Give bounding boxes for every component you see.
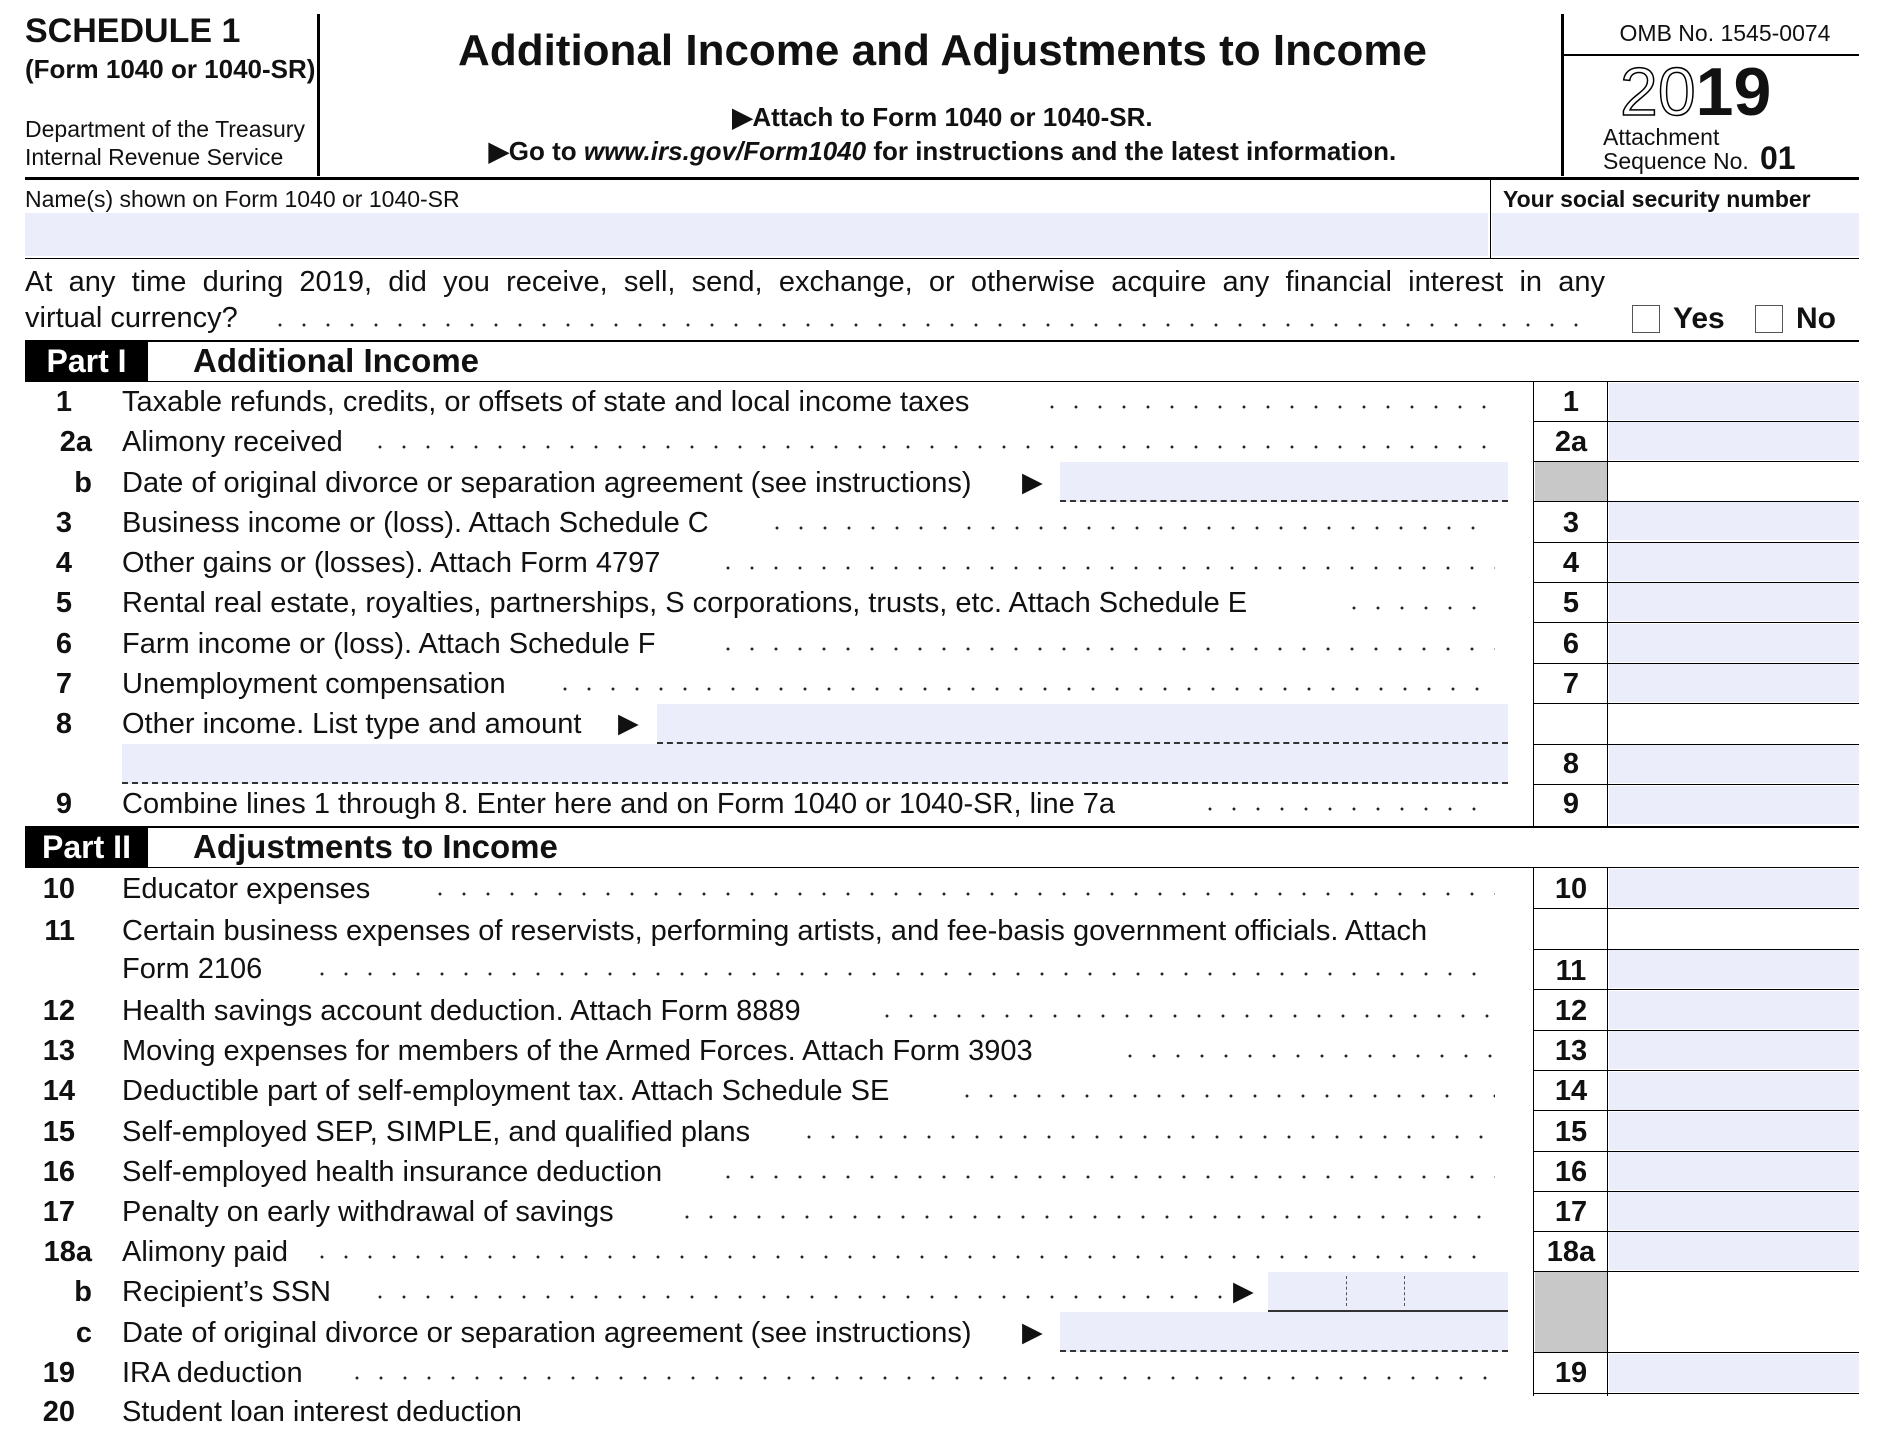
dot-leader — [1040, 404, 1495, 410]
attach-instruction — [330, 102, 1555, 133]
name-row-rule — [25, 258, 1859, 259]
ssn-separator — [1404, 1276, 1405, 1306]
dot-leader — [1198, 806, 1495, 812]
row-rule — [1533, 542, 1859, 543]
box-label: 13 — [1554, 1035, 1588, 1067]
row-rule — [1533, 703, 1859, 704]
box-label: 5 — [1562, 587, 1580, 619]
line-5-amount-input[interactable] — [1609, 583, 1859, 621]
no-label: No — [1796, 302, 1836, 335]
row-rule — [1533, 1231, 1859, 1232]
line-text: Health savings account deduction. Attach Form 8889 — [122, 995, 801, 1027]
department-line-1: Department of the Treasury — [25, 116, 305, 142]
line-number: 13 — [42, 1035, 75, 1067]
line-18a-amount-input[interactable] — [1609, 1232, 1859, 1270]
line-9-amount-input[interactable] — [1609, 786, 1859, 824]
dot-leader — [553, 686, 1495, 692]
line-text: Certain business expenses of reservists, performing artists, and fee-basis government officials. Attach — [122, 915, 1428, 947]
box-label: 4 — [1562, 547, 1580, 579]
line-text: Alimony paid — [122, 1236, 289, 1268]
box-label: 3 — [1562, 507, 1580, 539]
row-rule — [1533, 501, 1859, 502]
box-label: 9 — [1562, 788, 1580, 820]
line-text: Combine lines 1 through 8. Enter here and on Form 1040 or 1040-SR, line 7a — [122, 788, 1116, 820]
line-text: Other income. List type and amount — [122, 708, 582, 740]
row-rule — [1533, 989, 1859, 990]
part-1-title: Additional Income — [193, 342, 480, 379]
line-11-amount-input[interactable] — [1609, 950, 1859, 988]
row-rule — [1533, 421, 1859, 422]
irs-link[interactable]: www.irs.gov/Form1040 — [583, 136, 867, 166]
part-1-badge: Part I — [25, 341, 148, 381]
line-12-amount-input[interactable] — [1609, 991, 1859, 1029]
line-number: 12 — [42, 995, 75, 1027]
line-19-amount-input[interactable] — [1609, 1354, 1859, 1392]
line-text-continued: Form 2106 — [122, 953, 263, 985]
box-label: 11 — [1555, 955, 1587, 987]
line-16-amount-input[interactable] — [1609, 1152, 1859, 1190]
dot-leader — [875, 1013, 1495, 1019]
line-number: 1 — [55, 386, 72, 418]
dot-leader — [716, 1174, 1495, 1180]
ssn-separator — [1346, 1276, 1347, 1306]
dot-leader — [345, 1375, 1495, 1381]
line-text: Self-employed SEP, SIMPLE, and qualified plans — [122, 1116, 751, 1148]
row-rule — [1533, 1271, 1859, 1272]
row-rule — [1533, 1393, 1859, 1394]
dot-leader — [428, 891, 1495, 897]
arrow-right-icon: ▶ — [488, 136, 509, 166]
box-label: 6 — [1562, 628, 1580, 660]
row-rule — [1533, 949, 1859, 950]
line-2a-amount-input[interactable] — [1609, 422, 1859, 460]
row-rule — [1533, 1070, 1859, 1071]
line-number: 14 — [42, 1075, 75, 1107]
dot-leader — [1342, 605, 1495, 611]
line-number: 7 — [55, 668, 72, 700]
omb-number: OMB No. 1545-0074 — [1619, 20, 1831, 46]
line-13-amount-input[interactable] — [1609, 1031, 1859, 1069]
line-text: Business income or (loss). Attach Schedule C — [122, 507, 709, 539]
line-text: IRA deduction — [122, 1357, 303, 1389]
row-rule — [1533, 622, 1859, 623]
line-number: 6 — [55, 628, 72, 660]
sequence-number: 01 — [1760, 140, 1796, 176]
other-income-type-input-line2[interactable] — [122, 744, 1508, 784]
line-number: 5 — [55, 587, 72, 619]
recipient-ssn-input[interactable] — [1268, 1272, 1508, 1312]
line-text: Student loan interest deduction — [122, 1396, 522, 1428]
box-label: 14 — [1554, 1075, 1588, 1107]
line-number: 20 — [42, 1396, 75, 1428]
line-text: Date of original divorce or separation agreement (see instructions) — [122, 1317, 972, 1349]
line-text: Deductible part of self-employment tax. Attach Schedule SE — [122, 1075, 890, 1107]
line-text: Penalty on early withdrawal of savings — [122, 1196, 614, 1228]
line-number: 17 — [42, 1196, 75, 1228]
line-number: 10 — [42, 873, 75, 905]
line-number: c — [75, 1317, 92, 1349]
part-2-title: Adjustments to Income — [193, 828, 558, 865]
line-text: Other gains or (losses). Attach Form 4797 — [122, 547, 661, 579]
row-rule — [1533, 784, 1859, 785]
line-7-amount-input[interactable] — [1609, 664, 1859, 702]
row-rule — [1533, 1191, 1859, 1192]
line-text: Self-employed health insurance deduction — [122, 1156, 663, 1188]
line-17-amount-input[interactable] — [1609, 1192, 1859, 1230]
row-rule — [1533, 582, 1859, 583]
line-number: 19 — [42, 1357, 75, 1389]
dot-leader — [716, 646, 1495, 652]
line-number: 11 — [44, 915, 75, 947]
arrow-right-icon: ▶ — [732, 102, 753, 132]
sequence-label: Sequence No. — [1603, 148, 1749, 174]
box-column-left-rule — [1533, 381, 1534, 826]
dot-leader — [368, 1294, 1228, 1300]
attach-text: Attach to Form 1040 or 1040-SR. — [752, 102, 1153, 132]
line-6-amount-input[interactable] — [1609, 624, 1859, 662]
row-rule — [1533, 663, 1859, 664]
form-title: Additional Income and Adjustments to Income — [458, 26, 1427, 75]
dot-leader — [675, 1214, 1495, 1220]
line-number: 16 — [42, 1156, 75, 1188]
yes-checkbox[interactable] — [1632, 305, 1660, 333]
box-label: 8 — [1562, 748, 1580, 780]
attachment-label: Attachment — [1603, 124, 1720, 150]
dot-leader — [310, 971, 1495, 977]
name-label: Name(s) shown on Form 1040 or 1040-SR — [25, 186, 460, 212]
line-number: 18a — [43, 1236, 92, 1268]
virtual-currency-question: At any time during 2019, did you receive, sell, send, exchange, or otherwise acquire any financial interest in any — [25, 266, 1605, 298]
header-divider-left — [317, 14, 320, 176]
dot-leader — [955, 1093, 1495, 1099]
line-15-amount-input[interactable] — [1609, 1112, 1859, 1150]
line-text: Unemployment compensation — [122, 668, 506, 700]
line-4-amount-input[interactable] — [1609, 543, 1859, 581]
row-rule — [1533, 1110, 1859, 1111]
yes-label: Yes — [1673, 302, 1725, 335]
row-rule — [1533, 908, 1859, 909]
part-1-rule — [25, 381, 1859, 382]
arrow-right-icon: ▶ — [1022, 1317, 1043, 1347]
divorce-date-input[interactable] — [1060, 462, 1508, 502]
goto-suffix: for instructions and the latest information. — [866, 136, 1397, 166]
shaded-box — [1535, 462, 1607, 502]
tax-year — [1620, 56, 1771, 128]
line-number: b — [74, 467, 92, 499]
dot-leader — [368, 444, 1495, 450]
box-column-right-rule — [1607, 867, 1608, 1396]
goto-prefix: Go to — [508, 136, 584, 166]
goto-instruction — [330, 136, 1555, 167]
dot-leader — [765, 525, 1495, 531]
line-text: Date of original divorce or separation agreement (see instructions) — [122, 467, 972, 499]
box-label: 17 — [1554, 1196, 1588, 1228]
form-reference: (Form 1040 or 1040-SR) — [25, 54, 316, 84]
dot-leader — [1118, 1053, 1495, 1059]
box-column-left-rule — [1533, 867, 1534, 1396]
dot-leader — [797, 1134, 1495, 1140]
box-label: 1 — [1562, 386, 1580, 418]
box-label: 15 — [1554, 1116, 1588, 1148]
line-number: 2a — [59, 426, 92, 458]
header-bottom-rule — [25, 177, 1859, 180]
ssn-divider — [1490, 179, 1491, 258]
row-rule — [1533, 744, 1859, 745]
arrow-right-icon: ▶ — [1233, 1276, 1254, 1306]
box-label: 7 — [1562, 668, 1580, 700]
box-label: 19 — [1554, 1357, 1588, 1389]
year-outline: 20 — [1620, 54, 1696, 130]
ssn-label: Your social security number — [1503, 186, 1811, 212]
department-line-2: Internal Revenue Service — [25, 144, 284, 170]
header-divider-right — [1561, 14, 1564, 176]
row-rule — [1533, 1030, 1859, 1031]
line-text: Taxable refunds, credits, or offsets of state and local income taxes — [122, 386, 970, 418]
line-3-amount-input[interactable] — [1609, 502, 1859, 540]
ssn-input[interactable] — [1492, 213, 1859, 256]
line-text: Moving expenses for members of the Armed Forces. Attach Form 3903 — [122, 1035, 1033, 1067]
line-text: Farm income or (loss). Attach Schedule F — [122, 628, 656, 660]
line-1-amount-input[interactable] — [1609, 383, 1859, 420]
row-rule — [1533, 1352, 1859, 1353]
line-text: Educator expenses — [122, 873, 371, 905]
line-14-amount-input[interactable] — [1609, 1072, 1859, 1110]
dot-leader — [268, 322, 1598, 328]
line-10-amount-input[interactable] — [1609, 869, 1859, 907]
box-label: 12 — [1554, 995, 1588, 1027]
line-number: b — [74, 1276, 92, 1308]
line-number: 9 — [55, 788, 72, 820]
line-number: 15 — [42, 1116, 75, 1148]
arrow-right-icon: ▶ — [1022, 467, 1043, 497]
dot-leader — [310, 1254, 1495, 1260]
box-label: 2a — [1554, 426, 1588, 458]
name-input[interactable] — [25, 213, 1488, 256]
box-label: 10 — [1554, 873, 1588, 905]
box-label: 16 — [1554, 1156, 1588, 1188]
year-bold: 19 — [1695, 54, 1772, 130]
line-text: Recipient’s SSN — [122, 1276, 332, 1308]
no-checkbox[interactable] — [1755, 305, 1783, 333]
divorce-date-input-18c[interactable] — [1060, 1312, 1508, 1352]
part-2-rule — [25, 867, 1859, 868]
line-text: Rental real estate, royalties, partnerships, S corporations, trusts, etc. Attach Schedule E — [122, 587, 1248, 619]
shaded-box — [1535, 1272, 1607, 1352]
schedule-label: SCHEDULE 1 — [25, 12, 241, 50]
row-rule — [1533, 1151, 1859, 1152]
line-number: 4 — [55, 547, 72, 579]
dot-leader — [716, 565, 1495, 571]
line-number: 8 — [55, 708, 72, 740]
other-income-type-input[interactable] — [657, 704, 1508, 744]
line-8-amount-input[interactable] — [1609, 745, 1859, 783]
row-rule — [1533, 461, 1859, 462]
arrow-right-icon: ▶ — [618, 708, 639, 738]
box-label: 18a — [1546, 1236, 1596, 1268]
line-text: Alimony received — [122, 426, 343, 458]
box-column-right-rule — [1607, 381, 1608, 826]
line-number: 3 — [55, 507, 72, 539]
part-2-badge: Part II — [25, 827, 148, 867]
virtual-currency-question-line2: virtual currency? — [25, 302, 238, 334]
